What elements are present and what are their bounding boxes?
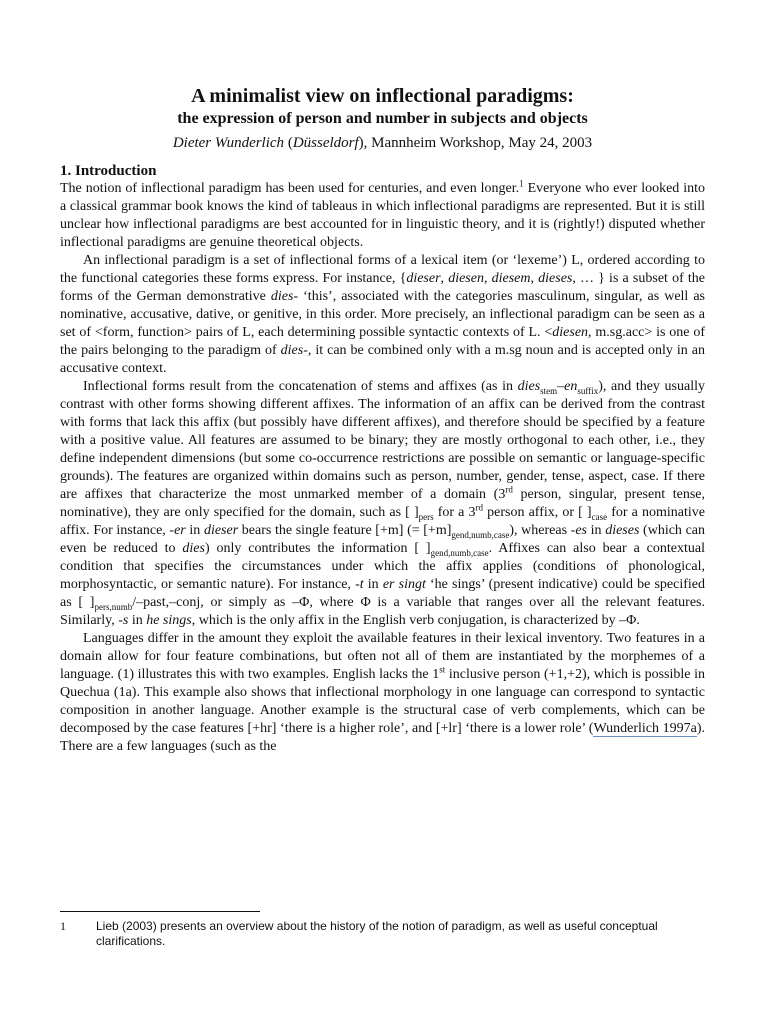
p3-term: he sings bbox=[146, 613, 192, 628]
p3-subscript: case bbox=[591, 511, 608, 522]
p3-subscript: gend,numb,case bbox=[430, 547, 489, 558]
p4-text: Languages differ in the amount they exploit the available features in their lexical inventory. Two features in a domain allow for four feature combinations, but often not all of them are instantiated by the morphemes of a language. (1) illustrates this with two examples. English lacks the 1 bbox=[60, 631, 705, 682]
p3-term: -er bbox=[169, 523, 186, 538]
p3-text: ), and they usually contrast with other forms showing different affixes. The information of an affix can be derived from the contrast with forms that lack this affix (but possibly have different affixes), and therefore should be specified by a feature with a positive value. All features are assumed to be binary; they are mostly orthogonal to each other, i.e., they define independent dimensions (but some co-occurrence restrictions are possible on semantic or language-specific grounds). The features are organized within domains such as person, number, gender, tense, aspect, case. If there are affixes that characterize the most unmarked member of a domain (3 bbox=[60, 379, 705, 502]
p3-term: dieser bbox=[203, 523, 239, 538]
author-affiliation: Düsseldorf bbox=[292, 135, 359, 151]
p3-subscript: gend,numb,case bbox=[451, 529, 510, 540]
p2-text: ‘this’, associated with the categories masculinum, singular, as well as nominative, accusative, dative, or genitive, in this order. More precisely, an inflectional paradigm can be seen as a set of <form, function> pairs of L, each determining possible syntactic contexts of L. < bbox=[60, 289, 705, 340]
p3-text: in bbox=[363, 577, 383, 592]
paragraph-4 bbox=[60, 630, 705, 756]
p3-text: ) only contributes the information [ ] bbox=[204, 541, 431, 556]
p2-text: , m.sg.acc> is one of the pairs belonging to the paradigm of bbox=[60, 325, 705, 358]
p3-text: bears the single feature [+m] (= [+m] bbox=[238, 523, 452, 538]
p3-term: dieses bbox=[605, 523, 640, 538]
paragraph-1-text-cont: Everyone who ever looked into a classical grammar book knows the kind of tableaus in which inflectional paradigms are represented. But it is still unclear how inflectional paradigms are best accounted for in linguistic theory, and it is (rightly!) disputed whether inflectional paradigms are genuine theoretical objects. bbox=[60, 181, 705, 250]
p3-text: in bbox=[185, 523, 204, 538]
paper-page bbox=[60, 84, 705, 756]
p3-text: (which can even be reduced to bbox=[60, 523, 705, 556]
p3-subscript: suffix bbox=[577, 385, 599, 396]
p3-text: ‘he sings’ (present indicative) could be specified as [ ] bbox=[60, 577, 705, 610]
p2-term: dieser bbox=[406, 271, 441, 286]
footnote-mark: 1 bbox=[60, 919, 66, 933]
p3-text: person, singular, present tense, nominative), they are only specified for the domain, such as [ ] bbox=[60, 487, 706, 520]
p3-term: dies bbox=[517, 379, 541, 394]
paragraph-1-text: The notion of inflectional paradigm has been used for centuries, and even longer. bbox=[60, 181, 520, 196]
p3-text: – bbox=[557, 379, 565, 394]
paper-subtitle: the expression of person and number in subjects and objects bbox=[177, 110, 588, 127]
p3-text: , which is the only affix in the English verb conjugation, is characterized by –Φ. bbox=[191, 613, 640, 628]
p3-text: . Affixes can also bear a contextual condition that specifies the circumstances under which the affix applies (conditions of phonological, morphosyntactic, or semantic nature). For instance, bbox=[60, 541, 705, 592]
p3-term: en bbox=[564, 379, 578, 394]
footnote-divider bbox=[60, 911, 260, 912]
paragraph-3 bbox=[60, 378, 705, 630]
paper-title: A minimalist view on inflectional paradigms: bbox=[191, 85, 574, 107]
p3-text: in bbox=[587, 523, 606, 538]
byline: Dieter Wunderlich (Düsseldorf), Mannheim Workshop, May 24, 2003 bbox=[172, 135, 593, 151]
p4-superscript: st bbox=[439, 664, 446, 675]
p3-term: dies bbox=[182, 541, 205, 556]
p3-text: ), whereas bbox=[509, 523, 571, 538]
citation-link[interactable]: Wunderlich 1997a bbox=[593, 721, 697, 736]
p3-subscript: pers,numb bbox=[94, 601, 133, 612]
footnote-text: Lieb (2003) presents an overview about the history of the notion of paradigm, as well as useful conceptual clarifications. bbox=[96, 919, 658, 948]
footnote-reference[interactable]: 1 bbox=[519, 178, 524, 189]
p3-text: person affix, or [ ] bbox=[483, 505, 592, 520]
paragraph-2 bbox=[60, 252, 705, 378]
p2-term: dies- bbox=[270, 289, 299, 304]
p2-text: , it can be combined only with a m.sg noun and is accepted only in an accusative context. bbox=[60, 343, 705, 376]
p2-term: diesen bbox=[448, 271, 484, 286]
footnote bbox=[60, 919, 705, 949]
p3-term: er singt bbox=[382, 577, 426, 592]
p2-term: diesem bbox=[491, 271, 531, 286]
p2-text: An inflectional paradigm is a set of inflectional forms of a lexical item (or ‘lexeme’) L, ordered according to the functional categories these forms express. For instance, { bbox=[60, 253, 705, 286]
p2-term: dieses bbox=[538, 271, 573, 286]
p3-superscript: rd bbox=[505, 484, 513, 495]
p2-sep: , bbox=[483, 271, 492, 286]
p3-term: -s bbox=[118, 613, 129, 628]
p3-subscript: pers bbox=[418, 511, 434, 522]
p3-superscript: rd bbox=[475, 502, 484, 513]
p2-term: diesen bbox=[552, 325, 589, 340]
p3-term: -t bbox=[355, 577, 364, 592]
p2-sep: , bbox=[440, 271, 449, 286]
author-name: Dieter Wunderlich bbox=[172, 135, 285, 151]
p2-text: , … } is a subset of the forms of the German demonstrative bbox=[60, 271, 705, 304]
p3-term: -es bbox=[570, 523, 587, 538]
p4-text: inclusive person (+1,+2), which is possible in Quechua (1a). This example also shows that inflectional morphology in one language can correspond to syntactic composition in another language. Another example is the structural case of verb complements, which can be decomposed by the case features [+hr] ‘there is a higher role’, and [+lr] ‘there is a lower role’ ( bbox=[60, 667, 705, 736]
p3-subscript: stem bbox=[540, 385, 558, 396]
p3-text: Inflectional forms result from the concatenation of stems and affixes (as in bbox=[83, 379, 518, 394]
section-heading: 1. Introduction bbox=[60, 163, 157, 179]
p3-text: /–past,–conj, or simply as –Φ, where Φ is a variable that ranges over all the relevant features. Similarly, bbox=[60, 595, 705, 628]
p3-text: for a 3 bbox=[433, 505, 476, 520]
p3-text: for a nominative affix. For instance, bbox=[60, 505, 705, 538]
paragraph-1 bbox=[60, 180, 705, 252]
p3-text: in bbox=[128, 613, 147, 628]
p4-text: ). There are a few languages (such as the bbox=[60, 721, 705, 754]
p2-term: dies- bbox=[280, 343, 308, 358]
p2-sep: , bbox=[530, 271, 539, 286]
event-info: Mannheim Workshop, May 24, 2003 bbox=[371, 135, 593, 151]
